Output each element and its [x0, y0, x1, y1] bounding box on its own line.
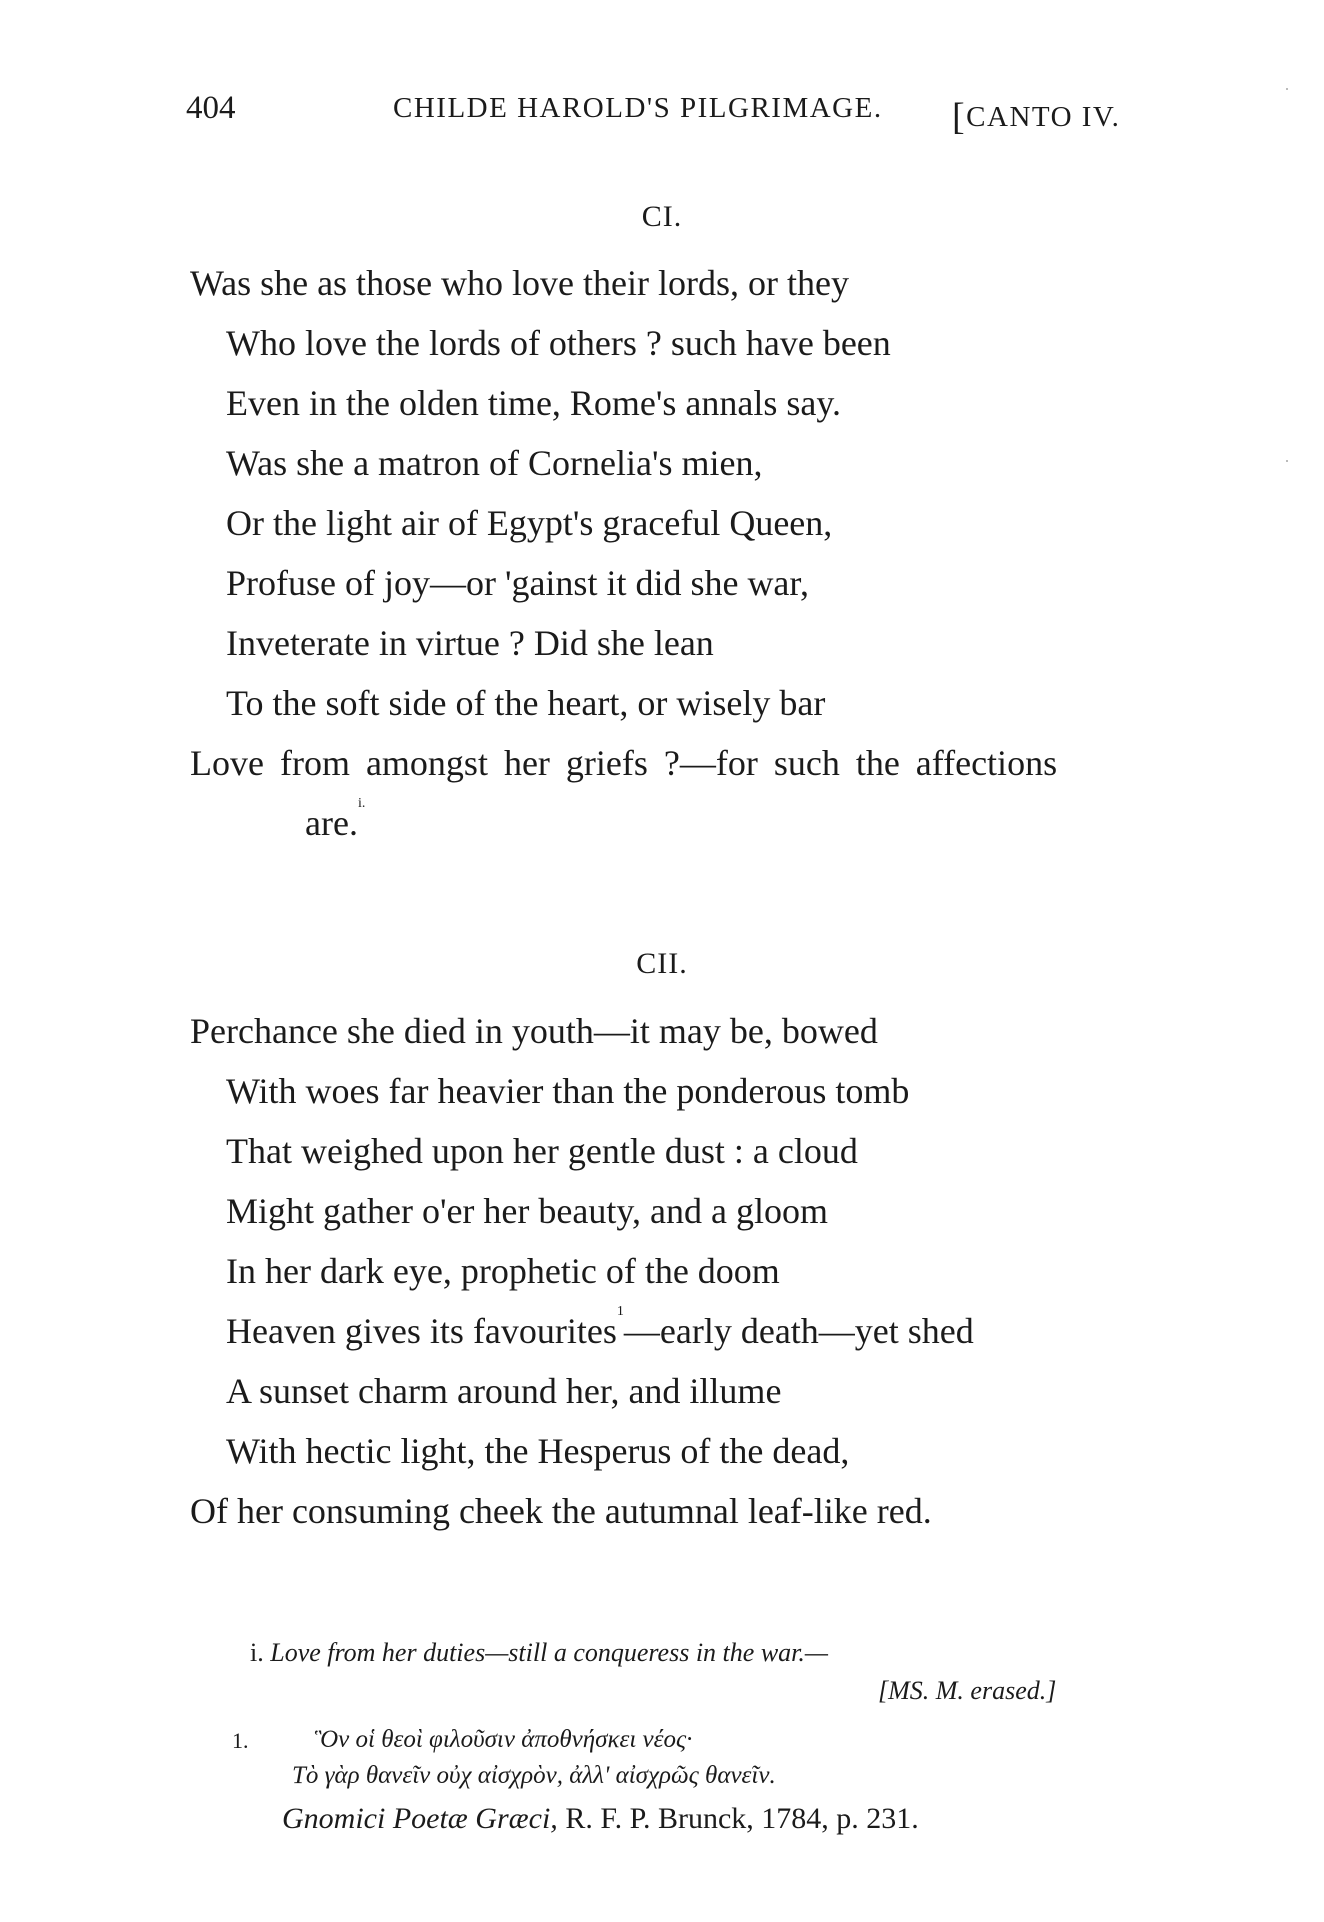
- page-number: 404: [186, 90, 236, 126]
- footnote-1-marker: 1.: [232, 1728, 249, 1753]
- footnote-ref: 1: [616, 1304, 624, 1319]
- citation-details: R. F. P. Brunck, 1784, p. 231.: [565, 1802, 919, 1835]
- verse-text: —early death—yet shed: [623, 1311, 974, 1351]
- greek-verse-line: Τὸ γὰρ θανεῖν οὐχ αἰσχρὸν, ἀλλ' αἰσχρῶς θανεῖν.: [292, 1762, 776, 1789]
- verse-line: [226, 1304, 974, 1352]
- verse-line: A sunset charm around her, and illume: [226, 1371, 782, 1411]
- verse-line: Was she as those who love their lords, or they: [190, 263, 849, 303]
- verse-line: Profuse of joy—or 'gainst it did she war,: [226, 563, 809, 603]
- verse-line-end: [305, 796, 366, 844]
- verse-line: That weighed upon her gentle dust : a cloud: [226, 1131, 858, 1171]
- verse-line: Who love the lords of others ? such have been: [226, 323, 891, 363]
- footnote-text: Love from her duties—still a conqueress in the war.—: [270, 1638, 829, 1667]
- verse-line: Or the light air of Egypt's graceful Queen,: [226, 503, 833, 543]
- running-title: CHILDE HAROLD'S PILGRIMAGE.: [393, 92, 883, 124]
- verse-text: are.: [305, 803, 358, 843]
- stanza-number: CII.: [636, 947, 688, 980]
- greek-verse-line: Ὃν οἱ θεοὶ φιλοῦσιν ἀποθνήσκει νέος·: [314, 1726, 693, 1753]
- citation: [282, 1802, 919, 1836]
- footnote-source: [MS. M. erased.]: [878, 1676, 1057, 1705]
- verse-line: Inveterate in virtue ? Did she lean: [226, 623, 714, 663]
- canto-bracket: [: [952, 96, 967, 138]
- page-edge-speck: [1286, 88, 1288, 90]
- footnote-marker: i.: [250, 1638, 264, 1667]
- verse-line: In her dark eye, prophetic of the doom: [226, 1251, 780, 1291]
- footnote-ref: i.: [357, 796, 366, 811]
- verse-line: With hectic light, the Hesperus of the dead,: [226, 1431, 850, 1471]
- canto-label: [952, 92, 1120, 136]
- citation-title: Gnomici Poetæ Græci,: [282, 1802, 558, 1835]
- footnote-i: [250, 1638, 828, 1668]
- verse-line: Love from amongst her griefs ?—for such the affections: [190, 743, 1058, 783]
- verse-text: Heaven gives its favourites: [226, 1311, 617, 1351]
- page-edge-speck: [1286, 460, 1288, 462]
- verse-line: Of her consuming cheek the autumnal leaf-like red.: [190, 1491, 932, 1531]
- stanza-number: CI.: [641, 200, 683, 233]
- verse-line: Even in the olden time, Rome's annals say.: [226, 383, 842, 423]
- canto-text: CANTO IV.: [966, 101, 1121, 133]
- verse-line: Might gather o'er her beauty, and a gloom: [226, 1191, 828, 1231]
- verse-line: Was she a matron of Cornelia's mien,: [226, 443, 763, 483]
- verse-line: With woes far heavier than the ponderous tomb: [226, 1071, 910, 1111]
- verse-line: Perchance she died in youth—it may be, bowed: [190, 1011, 878, 1051]
- verse-line: To the soft side of the heart, or wisely bar: [226, 683, 826, 723]
